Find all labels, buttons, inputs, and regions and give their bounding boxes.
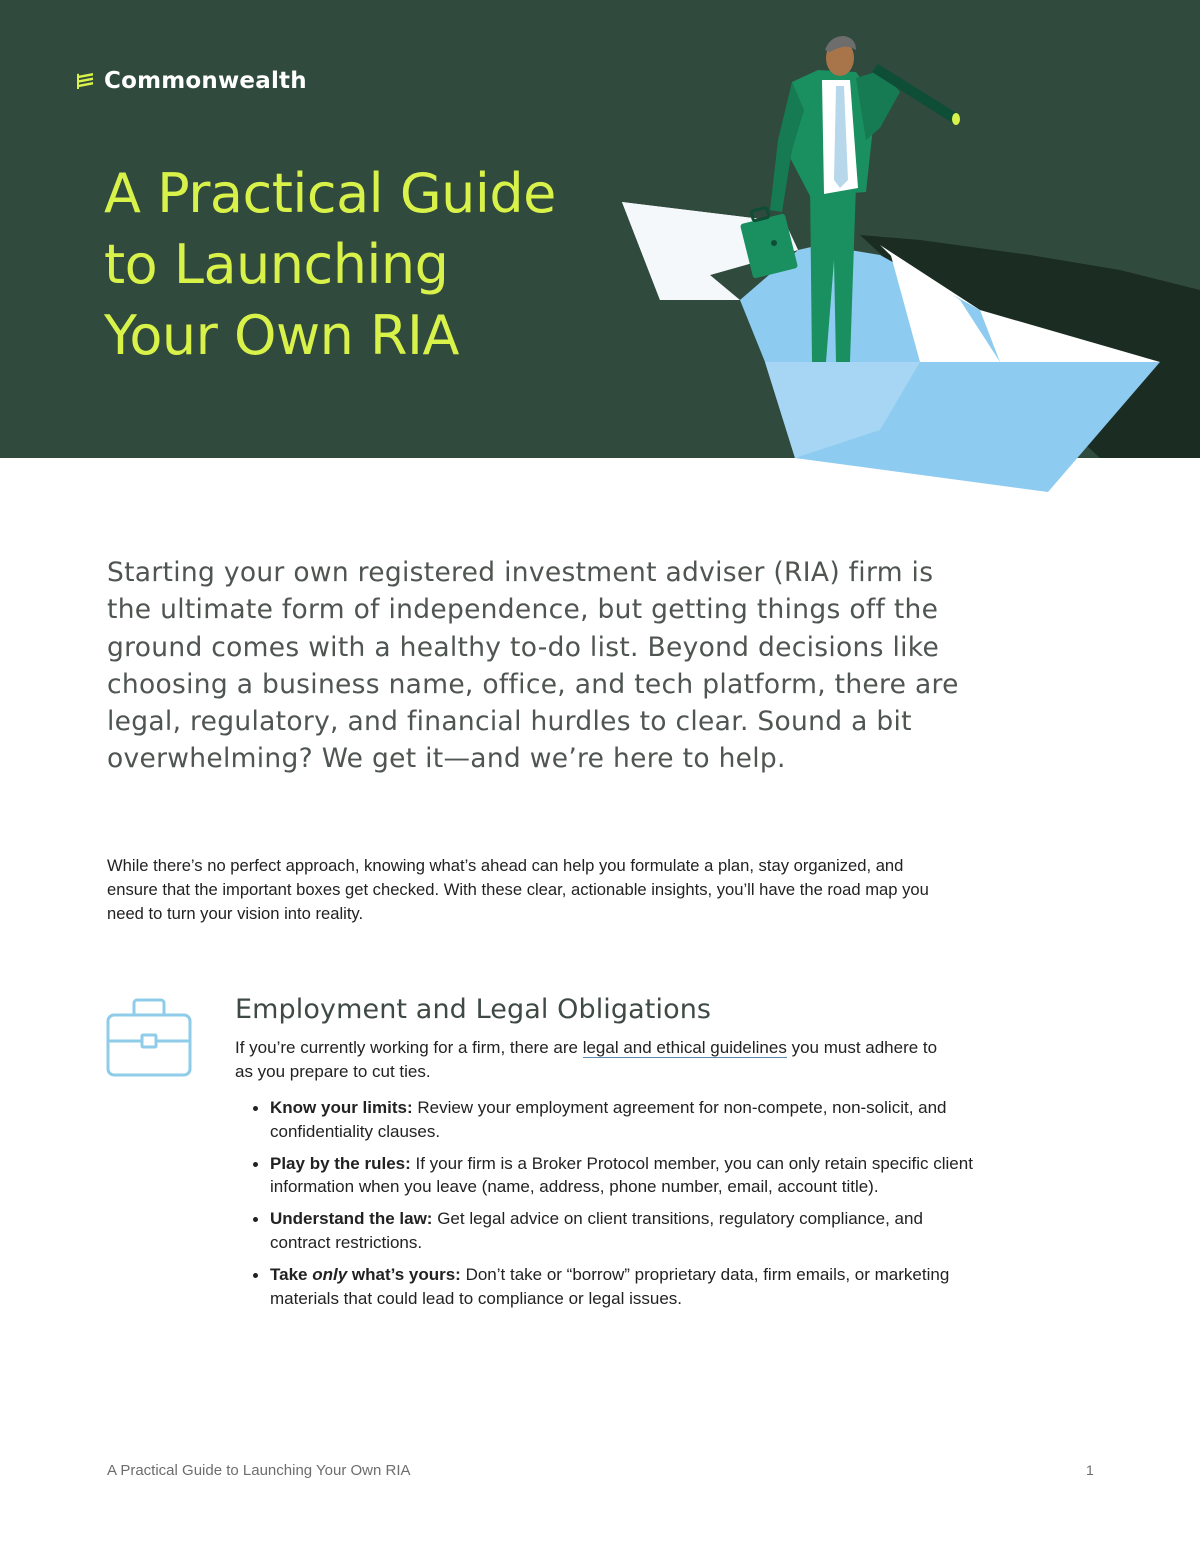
briefcase-icon bbox=[106, 997, 192, 1079]
list-item bbox=[248, 1152, 978, 1199]
list-item bbox=[248, 1207, 978, 1254]
page-title bbox=[104, 158, 624, 371]
list-item bbox=[248, 1263, 978, 1310]
paper-boat-illustration bbox=[560, 0, 1200, 500]
lead-text-after: you must adhere to as you prepare to cut ties. bbox=[235, 1038, 938, 1081]
body-paragraph: While there’s no perfect approach, knowing what’s ahead can help you formulate a plan, stay organized, and ensure that the important boxes get checked. With these clear, actionable insights, you’ll have the road map you need to turn your vision into reality. bbox=[107, 856, 929, 923]
legal-guidelines-link[interactable]: legal and ethical guidelines bbox=[582, 1038, 787, 1057]
commonwealth-logo-icon bbox=[76, 72, 94, 90]
telescope-lens bbox=[952, 113, 960, 125]
bullet-label: Play by the rules: bbox=[270, 1153, 411, 1173]
bullet-text: Review your employment agreement for non-compete, non-solicit, and confidentiality clauses. bbox=[270, 1098, 947, 1141]
section-heading: Employment and Legal Obligations bbox=[235, 994, 712, 1025]
brand-logo bbox=[76, 66, 307, 96]
title-line-3: Your Own RIA bbox=[104, 304, 459, 367]
page-number: 1 bbox=[1086, 1462, 1094, 1478]
briefcase bbox=[740, 213, 798, 278]
footer-title: A Practical Guide to Launching Your Own RIA bbox=[107, 1462, 411, 1479]
lead-text-before: If you’re currently working for a firm, there are bbox=[235, 1038, 583, 1057]
bullet-label: Take only what’s yours: bbox=[270, 1265, 461, 1285]
bullet-label: Understand the law: bbox=[270, 1209, 433, 1229]
obligations-list bbox=[248, 1096, 978, 1319]
section-lead bbox=[235, 1036, 955, 1083]
bullet-text: Don’t take or “borrow” proprietary data, firm emails, or marketing materials that could lead to compliance or legal issues. bbox=[270, 1265, 950, 1308]
title-line-1: A Practical Guide bbox=[104, 162, 556, 225]
bullet-text: Get legal advice on client transitions, regulatory compliance, and contract restrictions. bbox=[270, 1209, 923, 1252]
intro-paragraph: Starting your own registered investment adviser (RIA) firm is the ultimate form of independence, but getting things off the ground comes with a healthy to-do list. Beyond decisions like choosing a business name, office, and tech platform, there are legal, regulatory, and financial hurdles to clear. Sound a bit overwhelming? We get it—and we’re here to help. bbox=[107, 557, 959, 775]
list-item bbox=[248, 1096, 978, 1143]
bullet-label: Know your limits: bbox=[270, 1098, 413, 1117]
bullet-emphasis: only bbox=[312, 1265, 348, 1285]
brand-name: Commonwealth bbox=[104, 68, 307, 94]
title-line-2: to Launching bbox=[104, 233, 449, 296]
bullet-text: If your firm is a Broker Protocol member, you can only retain specific client information when you leave (name, address, phone number, email, account title). bbox=[270, 1153, 973, 1197]
briefcase-handle bbox=[751, 207, 769, 221]
